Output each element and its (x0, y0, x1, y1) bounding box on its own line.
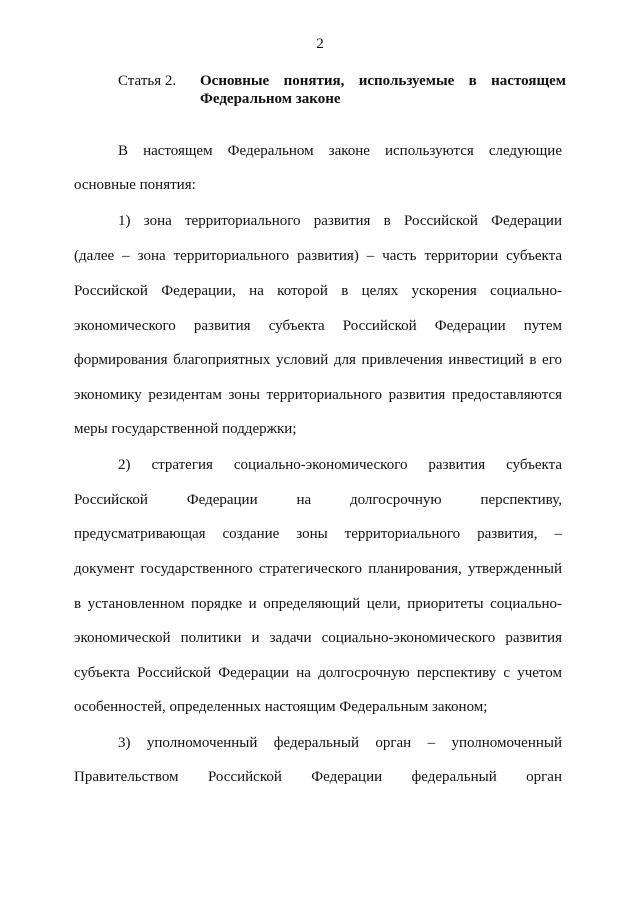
text-line: Российской Федерации, на которой в целях ускорения социально- (74, 283, 562, 299)
text-line: меры государственной поддержки; (74, 421, 297, 437)
article-number: Статья 2. (118, 73, 177, 89)
text-line: В настоящем Федеральном законе используются следующие (118, 143, 562, 159)
text-line: предусматривающая создание зоны территориального развития, – (74, 526, 562, 542)
text-line: экономической политики и задачи социально-экономического развития (74, 630, 562, 646)
text-line: документ государственного стратегического планирования, утвержденный (74, 561, 562, 577)
text-line: 1) зона территориального развития в Российской Федерации (118, 213, 562, 229)
text-line: особенностей, определенных настоящим Федеральным законом; (74, 699, 488, 715)
page-number: 2 (316, 36, 324, 52)
text-line: (далее – зона территориального развития) – часть территории субъекта (74, 248, 562, 264)
text-line: субъекта Российской Федерации на долгосрочную перспективу с учетом (74, 665, 562, 681)
text-line: в установленном порядке и определяющий цели, приоритеты социально- (74, 596, 562, 612)
text-line: Правительством Российской Федерации федеральный орган (74, 769, 562, 785)
text-line: 3) уполномоченный федеральный орган – уполномоченный (118, 735, 562, 751)
text-line: 2) стратегия социально-экономического развития субъекта (118, 457, 562, 473)
text-line: экономического развития субъекта Российской Федерации путем (74, 318, 562, 334)
text-line: экономику резидентам зоны территориального развития предоставляются (74, 387, 562, 403)
text-line: Российской Федерации на долгосрочную перспективу, (74, 492, 562, 508)
article-title: Основные понятия, используемые в настоящем Федеральном законе (200, 73, 566, 107)
text-line: основные понятия: (74, 177, 196, 193)
text-line: формирования благоприятных условий для привлечения инвестиций в его (74, 352, 562, 368)
